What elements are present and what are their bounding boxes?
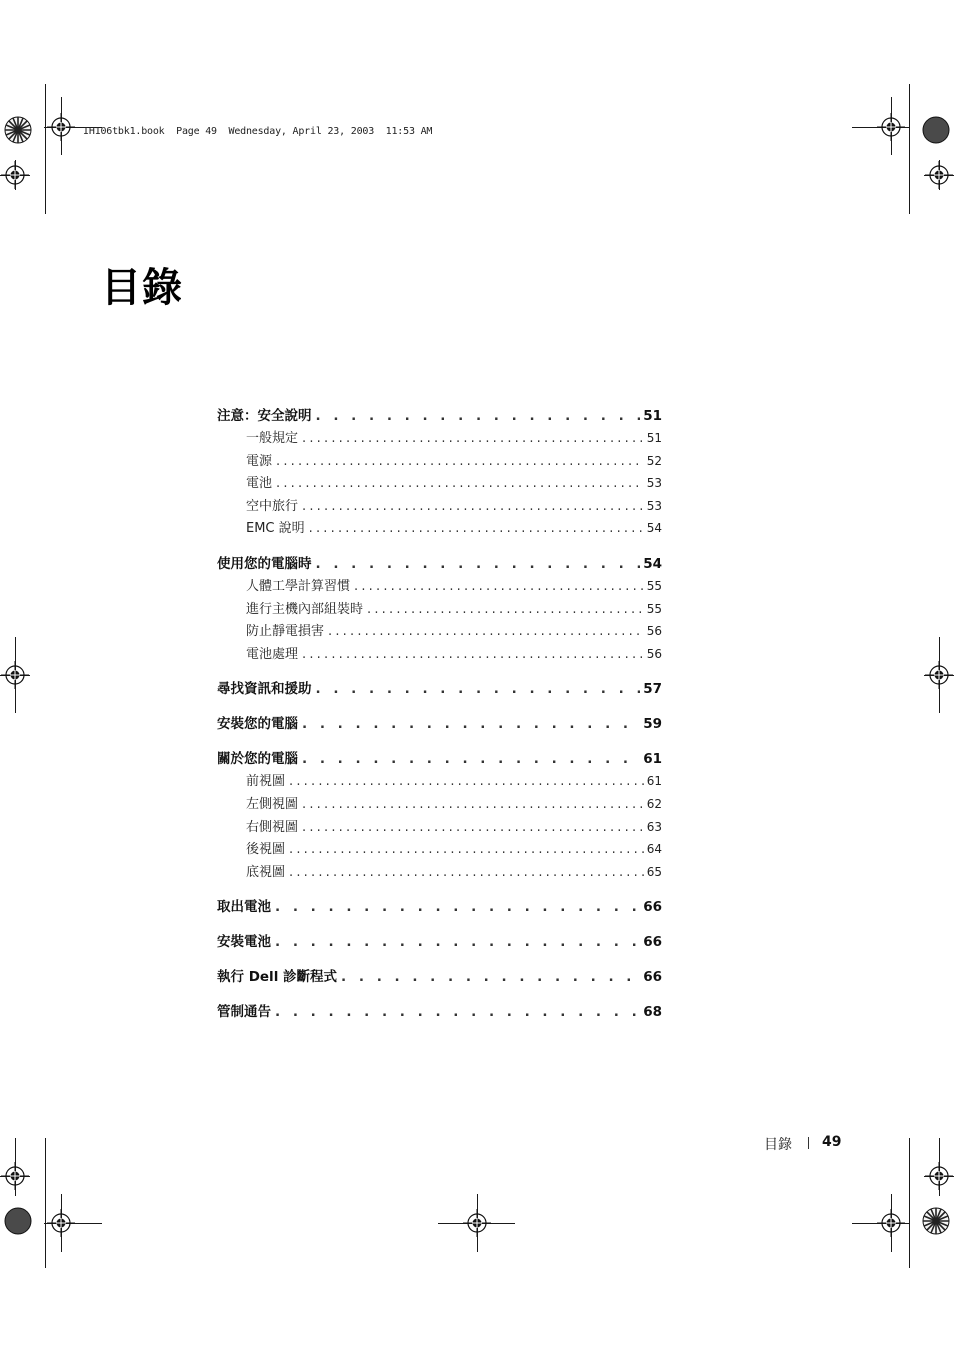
toc-entry-page-number: 61: [646, 774, 662, 789]
toc-section-label: 執行 Dell 診斷程式: [217, 969, 338, 986]
toc-entry[interactable]: [217, 450, 662, 473]
toc-section-label: 安裝電池: [217, 934, 271, 951]
toc-section[interactable]: [217, 405, 662, 427]
toc-section[interactable]: [217, 553, 662, 575]
toc-section-page-number: 57: [643, 681, 662, 698]
dot-leader: [275, 931, 640, 953]
toc-section-label: 取出電池: [217, 899, 271, 916]
toc-section-label: 使用您的電腦時: [217, 555, 312, 572]
toc-section-page-number: 68: [643, 1004, 662, 1021]
registration-target-icon: [1, 1162, 29, 1190]
footer-page-number: 49: [822, 1134, 842, 1150]
toc-entry[interactable]: [217, 620, 662, 643]
print-slug: IH106tbk1.book Page 49 Wednesday, April 23, 2003 11:53 AM: [83, 126, 433, 137]
toc-entry[interactable]: [217, 770, 662, 793]
dot-leader: [341, 966, 640, 988]
toc-entry[interactable]: [217, 427, 662, 450]
toc-section-label: 管制通告: [217, 1004, 271, 1021]
gray-dot-icon: [921, 115, 951, 145]
dot-leader: [276, 451, 644, 473]
toc-section-page-number: 66: [643, 969, 662, 986]
registration-target-icon: [877, 113, 905, 141]
toc-entry-page-number: 62: [646, 796, 662, 811]
registration-target-icon: [925, 161, 953, 189]
registration-target-icon: [47, 113, 75, 141]
toc-entry-label: 進行主機內部組裝時: [246, 601, 364, 617]
footer-section-label: 目錄: [764, 1137, 792, 1153]
toc-entry[interactable]: [217, 643, 662, 666]
toc-section-label: 關於您的電腦: [217, 751, 298, 768]
toc-entry-page-number: 54: [646, 521, 662, 536]
toc-section[interactable]: [217, 966, 662, 988]
toc-entry[interactable]: [217, 472, 662, 495]
toc-section[interactable]: [217, 748, 662, 770]
dot-leader: [276, 473, 644, 495]
star-target-icon: [3, 115, 33, 145]
toc-entry[interactable]: [217, 575, 662, 598]
toc-entry[interactable]: [217, 517, 662, 540]
toc-gap: [217, 883, 662, 896]
dot-leader: [302, 428, 644, 450]
toc-section[interactable]: [217, 678, 662, 700]
toc-entry[interactable]: [217, 793, 662, 816]
registration-target-icon: [925, 661, 953, 689]
toc-section-page-number: 61: [643, 751, 662, 768]
toc-gap: [217, 988, 662, 1001]
toc-entry[interactable]: [217, 861, 662, 884]
dot-leader: [289, 771, 644, 793]
toc-section-page-number: 51: [643, 408, 662, 424]
toc-entry-page-number: 53: [646, 476, 662, 491]
table-of-contents: [217, 405, 662, 1023]
toc-entry-page-number: 52: [646, 453, 662, 468]
toc-section-label: 安裝您的電腦: [217, 716, 298, 733]
toc-entry-page-number: 55: [646, 601, 662, 616]
toc-section-label: 尋找資訊和援助: [217, 681, 312, 698]
toc-entry-label: 右側視圖: [246, 819, 299, 835]
page-title: 目錄: [101, 265, 183, 311]
dot-leader: [354, 576, 644, 598]
dot-leader: [367, 599, 644, 621]
toc-section[interactable]: [217, 1001, 662, 1023]
toc-entry-page-number: 55: [646, 578, 662, 593]
toc-section[interactable]: [217, 896, 662, 918]
dot-leader: [302, 644, 644, 666]
dot-leader: [302, 713, 640, 735]
toc-entry-label: 前視圖: [246, 774, 286, 790]
toc-entry-label: 底視圖: [246, 864, 286, 880]
gray-dot-icon: [3, 1206, 33, 1236]
dot-leader: [275, 1001, 640, 1023]
toc-entry-label: 後視圖: [246, 842, 286, 858]
toc-section-page-number: 66: [643, 899, 662, 916]
footer-separator: [808, 1137, 809, 1149]
toc-section[interactable]: [217, 713, 662, 735]
dot-leader: [302, 817, 644, 839]
toc-entry-label: 人體工學計算習慣: [246, 578, 351, 594]
toc-entry-label: 左側視圖: [246, 796, 299, 812]
toc-entry-label: EMC 說明: [246, 521, 305, 537]
dot-leader: [275, 896, 640, 918]
dot-leader: [316, 405, 641, 427]
dot-leader: [316, 678, 641, 700]
toc-gap: [217, 540, 662, 553]
toc-entry[interactable]: [217, 816, 662, 839]
toc-entry[interactable]: [217, 598, 662, 621]
toc-entry-label: 電源: [246, 453, 273, 469]
toc-entry-page-number: 53: [646, 498, 662, 513]
toc-entry-page-number: 65: [646, 864, 662, 879]
toc-entry-page-number: 64: [646, 842, 662, 857]
toc-entry[interactable]: [217, 495, 662, 518]
dot-leader: [302, 496, 644, 518]
toc-entry-label: 空中旅行: [246, 498, 299, 514]
toc-gap: [217, 918, 662, 931]
dot-leader: [289, 862, 644, 884]
dot-leader: [302, 748, 640, 770]
registration-target-icon: [1, 161, 29, 189]
toc-entry-label: 電池處理: [246, 646, 299, 662]
registration-target-icon: [47, 1209, 75, 1237]
toc-gap: [217, 665, 662, 678]
toc-section-page-number: 66: [643, 934, 662, 951]
toc-entry[interactable]: [217, 838, 662, 861]
toc-section-label: 注意：安全說明: [217, 408, 312, 424]
dot-leader: [328, 621, 644, 643]
dot-leader: [289, 839, 644, 861]
registration-target-icon: [463, 1209, 491, 1237]
toc-entry-label: 電池: [246, 476, 273, 492]
registration-target-icon: [925, 1162, 953, 1190]
star-target-icon: [921, 1206, 951, 1236]
dot-leader: [316, 553, 641, 575]
toc-section-page-number: 54: [643, 555, 662, 572]
toc-entry-page-number: 63: [646, 819, 662, 834]
toc-entry-label: 一般規定: [246, 431, 299, 446]
toc-gap: [217, 735, 662, 748]
toc-gap: [217, 700, 662, 713]
toc-entry-page-number: 56: [646, 624, 662, 639]
toc-entry-label: 防止靜電損害: [246, 624, 325, 640]
dot-leader: [302, 794, 644, 816]
toc-section-page-number: 59: [643, 716, 662, 733]
toc-entry-page-number: 56: [646, 646, 662, 661]
dot-leader: [309, 518, 644, 540]
toc-section[interactable]: [217, 931, 662, 953]
toc-gap: [217, 953, 662, 966]
registration-target-icon: [877, 1209, 905, 1237]
registration-target-icon: [1, 661, 29, 689]
toc-entry-page-number: 51: [646, 431, 662, 445]
